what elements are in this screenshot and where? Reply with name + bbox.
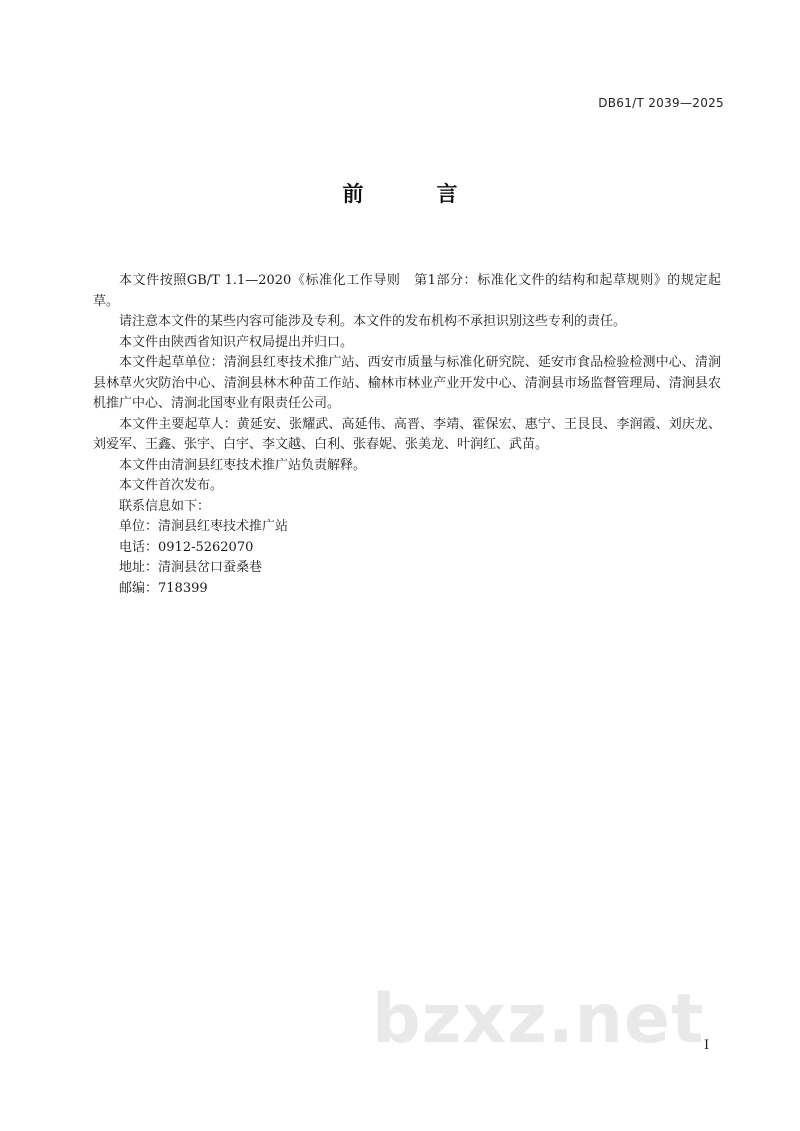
page-title: 前 言 — [342, 182, 484, 206]
watermark: bzxz.net — [372, 980, 705, 1059]
contact-phone: 电话：0912-5262070 — [119, 539, 254, 555]
paragraph-drafting-units: 本文件起草单位：清涧县红枣技术推广站、西安市质量与标准化研究院、延安市食品检验检测中心、清涧县林草火灾防治中心、清涧县林木种苗工作站、榆林市林业产业开发中心、清涧县市场监督管理局、清涧县农机推广中心、清涧北国枣业有限责任公司。 — [93, 355, 721, 411]
paragraph-proposer: 本文件由陕西省知识产权局提出并归口。 — [119, 334, 354, 350]
paragraph-drafters: 本文件主要起草人：黄延安、张耀武、高延伟、高晋、李靖、霍保宏、惠宁、王艮艮、李润霞、刘庆龙、刘爱军、王鑫、张宇、白宇、李文越、白利、张春妮、张美龙、叶润红、武苗。 — [93, 416, 721, 452]
paragraph-patent-notice: 请注意本文件的某些内容可能涉及专利。本文件的发布机构不承担识别这些专利的责任。 — [119, 314, 627, 329]
contact-postcode: 邮编：718399 — [119, 580, 208, 596]
contact-address: 地址：清涧县岔口蚕桑巷 — [119, 560, 263, 575]
paragraph-first-release: 本文件首次发布。 — [119, 478, 224, 493]
paragraph-drafting-rules: 本文件按照GB/T 1.1—2020《标准化工作导则 第1部分：标准化文件的结构和起草规则》的规定起草。 — [93, 273, 721, 309]
contact-unit: 单位：清涧县红枣技术推广站 — [119, 519, 289, 534]
document-code: DB61/T 2039—2025 — [598, 96, 724, 110]
page-number: I — [704, 1038, 710, 1053]
foreword-body — [93, 271, 721, 599]
paragraph-contact-heading: 联系信息如下： — [119, 498, 211, 514]
paragraph-interpretation: 本文件由清涧县红枣技术推广站负责解释。 — [119, 457, 367, 473]
